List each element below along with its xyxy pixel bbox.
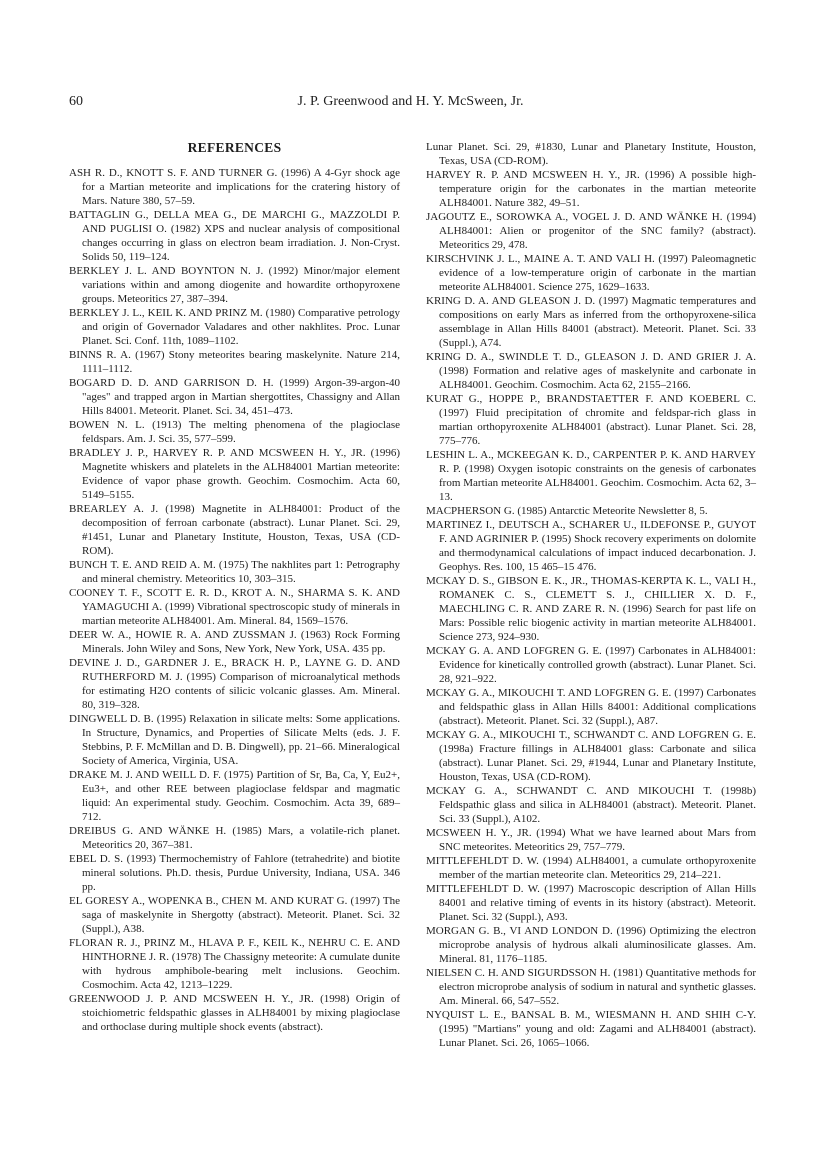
reference-entry: DEVINE J. D., GARDNER J. E., BRACK H. P., LAYNE G. D. AND RUTHERFORD M. J. (1995) Comparison of microanalytical methods for estimating H2O contents of silicic volcanic glasses. Am. Mineral. 80, 319–328. bbox=[69, 657, 400, 711]
references-heading: REFERENCES bbox=[187, 140, 282, 155]
reference-entry: MITTLEFEHLDT D. W. (1994) ALH84001, a cumulate orthopyroxenite member of the martian meteorite clan. Meteoritics 29, 214–221. bbox=[426, 855, 756, 881]
references-column-left bbox=[69, 166, 400, 1034]
reference-entry: GREENWOOD J. P. AND MCSWEEN H. Y., JR. (1998) Origin of stoichiometric feldspathic glasses in ALH84001 by mixing plagioclase and orthoclase during multiple shock events (abstract). bbox=[69, 993, 400, 1033]
page-number: 60 bbox=[69, 94, 83, 109]
reference-entry: BINNS R. A. (1967) Stony meteorites bearing maskelynite. Nature 214, 1111–1112. bbox=[69, 349, 400, 375]
reference-entry: ASH R. D., KNOTT S. F. AND TURNER G. (1996) A 4-Gyr shock age for a Martian meteorite and implications for the cratering history of Mars. Nature 380, 57–59. bbox=[69, 167, 400, 207]
reference-entry: BREARLEY A. J. (1998) Magnetite in ALH84001: Product of the decomposition of ferroan carbonate (abstract). Lunar Planet. Sci. 29, #1451, Lunar and Planetary Institute, Houston, Texas, USA (CD-ROM). bbox=[69, 503, 400, 557]
reference-entry: BOGARD D. D. AND GARRISON D. H. (1999) Argon-39-argon-40 "ages" and trapped argon in Martian shergottites, Chassigny and Allan Hills 84001. Meteorit. Planet. Sci. 34, 451–473. bbox=[69, 377, 400, 417]
reference-entry: NIELSEN C. H. AND SIGURDSSON H. (1981) Quantitative methods for electron microprobe analysis of sodium in natural and synthetic glasses. Am. Mineral. 66, 547–552. bbox=[426, 967, 756, 1007]
reference-entry: BOWEN N. L. (1913) The melting phenomena of the plagioclase feldspars. Am. J. Sci. 35, 577–599. bbox=[69, 419, 400, 445]
reference-entry: DREIBUS G. AND WÄNKE H. (1985) Mars, a volatile-rich planet. Meteoritics 20, 367–381. bbox=[69, 825, 400, 851]
reference-entry: KRING D. A., SWINDLE T. D., GLEASON J. D. AND GRIER J. A. (1998) Formation and relative ages of maskelynite and carbonate in ALH84001. Geochim. Cosmochim. Acta 62, 2155–2166. bbox=[426, 351, 756, 391]
reference-entry: MCKAY G. A., SCHWANDT C. AND MIKOUCHI T. (1998b) Feldspathic glass and silica in ALH84001 (abstract). Meteorit. Planet. Sci. 33 (Suppl.), A102. bbox=[426, 785, 756, 825]
reference-entry: BERKLEY J. L., KEIL K. AND PRINZ M. (1980) Comparative petrology and origin of Governador Valadares and other nakhlites. Proc. Lunar Planet. Sci. Conf. 11th, 1089–1102. bbox=[69, 307, 400, 347]
reference-entry: MARTINEZ I., DEUTSCH A., SCHARER U., ILDEFONSE P., GUYOT F. AND AGRINIER P. (1995) Shock recovery experiments on dolomite and thermodynamical calculations of impact induced decarbonation. J. Geophys. Res. 100, 15 465–15 476. bbox=[426, 519, 756, 573]
reference-entry: KURAT G., HOPPE P., BRANDSTAETTER F. AND KOEBERL C. (1997) Fluid precipitation of chromite and feldspar-rich glass in martian orthopyroxenite ALH84001 (abstract). Lunar Planet. Sci. 28, 775–776. bbox=[426, 393, 756, 447]
reference-entry: DEER W. A., HOWIE R. A. AND ZUSSMAN J. (1963) Rock Forming Minerals. John Wiley and Sons, New York, New York, USA. 435 pp. bbox=[69, 629, 400, 655]
reference-entry: MITTLEFEHLDT D. W. (1997) Macroscopic description of Allan Hills 84001 and relative timing of events in its history (abstract). Meteorit. Planet. Sci. 32 (Suppl.), A93. bbox=[426, 883, 756, 923]
references-column-right bbox=[426, 140, 756, 1050]
reference-entry: BERKLEY J. L. AND BOYNTON N. J. (1992) Minor/major element variations within and among diogenite and howardite orthopyroxene groups. Meteoritics 27, 387–394. bbox=[69, 265, 400, 305]
reference-entry: EBEL D. S. (1993) Thermochemistry of Fahlore (tetrahedrite) and biotite mineral solutions. Ph.D. thesis, Purdue University, Indiana, USA. 346 pp. bbox=[69, 853, 400, 893]
reference-entry: BUNCH T. E. AND REID A. M. (1975) The nakhlites part 1: Petrography and mineral chemistry. Meteoritics 10, 303–315. bbox=[69, 559, 400, 585]
reference-entry: MCKAY G. A., MIKOUCHI T. AND LOFGREN G. E. (1997) Carbonates and feldspathic glass in Allan Hills 84001: Additional complications (abstract). Meteorit. Planet. Sci. 32 (Suppl.), A87. bbox=[426, 687, 756, 727]
reference-entry: BRADLEY J. P., HARVEY R. P. AND MCSWEEN H. Y., JR. (1996) Magnetite whiskers and platelets in the ALH84001 Martian meteorite: Evidence of vapor phase growth. Geochim. Cosmochim. Acta 60, 5149–5155. bbox=[69, 447, 400, 501]
reference-entry: MACPHERSON G. (1985) Antarctic Meteorite Newsletter 8, 5. bbox=[426, 505, 708, 517]
reference-entry: JAGOUTZ E., SOROWKA A., VOGEL J. D. AND WÄNKE H. (1994) ALH84001: Alien or progenitor of the SNC family? (abstract). Meteoritics 29, 478. bbox=[426, 211, 756, 251]
reference-entry: Lunar Planet. Sci. 29, #1830, Lunar and Planetary Institute, Houston, Texas, USA (CD-ROM). bbox=[426, 141, 756, 167]
reference-entry: KIRSCHVINK J. L., MAINE A. T. AND VALI H. (1997) Paleomagnetic evidence of a low-temperature origin of carbonate in the martian meteorite ALH84001. Science 275, 1629–1633. bbox=[426, 253, 756, 293]
reference-entry: MCKAY D. S., GIBSON E. K., JR., THOMAS-KERPTA K. L., VALI H., ROMANEK C. S., CLEMETT S. J., CHILLIER X. D. F., MAECHLING C. R. AND ZARE R. N. (1996) Search for past life on Mars: Possible relic biogenic activity in martian meteorite ALH84001. Science 273, 924–930. bbox=[426, 575, 756, 643]
reference-entry: COONEY T. F., SCOTT E. R. D., KROT A. N., SHARMA S. K. AND YAMAGUCHI A. (1999) Vibrational spectroscopic study of minerals in martian meteorite ALH84001. Am. Mineral. 84, 1569–1576. bbox=[69, 587, 400, 627]
reference-entry: MCKAY G. A., MIKOUCHI T., SCHWANDT C. AND LOFGREN G. E. (1998a) Fracture fillings in ALH84001 glass: Carbonate and silica (abstract). Lunar Planet. Sci. 29, #1944, Lunar and Planetary Institute, Houston, Texas, USA (CD-ROM). bbox=[426, 729, 756, 783]
reference-entry: DINGWELL D. B. (1995) Relaxation in silicate melts: Some applications. In Structure, Dynamics, and Properties of Silicate Melts (eds. J. F. Stebbins, P. F. McMillan and D. B. Dingwell), pp. 21–66. Mineralogical Society of America, Virginia, USA. bbox=[69, 713, 400, 767]
reference-entry: MCSWEEN H. Y., JR. (1994) What we have learned about Mars from SNC meteorites. Meteoritics 29, 757–779. bbox=[426, 827, 756, 853]
reference-entry: MORGAN G. B., VI AND LONDON D. (1996) Optimizing the electron microprobe analysis of hydrous alkali aluminosilicate glasses. Am. Mineral. 81, 1176–1185. bbox=[426, 925, 756, 965]
reference-entry: BATTAGLIN G., DELLA MEA G., DE MARCHI G., MAZZOLDI P. AND PUGLISI O. (1982) XPS and nuclear analysis of compositional changes occurring in glass on electron beam irradiation. J. Non-Cryst. Solids 50, 119–124. bbox=[69, 209, 400, 263]
running-head: J. P. Greenwood and H. Y. McSween, Jr. bbox=[297, 94, 524, 109]
reference-entry: EL GORESY A., WOPENKA B., CHEN M. AND KURAT G. (1997) The saga of maskelynite in Shergotty (abstract). Meteorit. Planet. Sci. 32 (Suppl.), A38. bbox=[69, 895, 400, 935]
reference-entry: HARVEY R. P. AND MCSWEEN H. Y., JR. (1996) A possible high-temperature origin for the carbonates in the martian meteorite ALH84001. Nature 382, 49–51. bbox=[426, 169, 756, 209]
reference-entry: DRAKE M. J. AND WEILL D. F. (1975) Partition of Sr, Ba, Ca, Y, Eu2+, Eu3+, and other REE between plagioclase feldspar and magmatic liquid: An experimental study. Geochim. Cosmochim. Acta 39, 689–712. bbox=[69, 769, 400, 823]
reference-entry: KRING D. A. AND GLEASON J. D. (1997) Magmatic temperatures and compositions on early Mars as inferred from the orthopyroxene-silica assemblage in Allan Hills 84001 (abstract). Meteorit. Planet. Sci. 33 (Suppl.), A74. bbox=[426, 295, 756, 349]
reference-entry: FLORAN R. J., PRINZ M., HLAVA P. F., KEIL K., NEHRU C. E. AND HINTHORNE J. R. (1978) The Chassigny meteorite: A cumulate dunite with hydrous amphibole-bearing melt inclusions. Geochim. Cosmochim. Acta 42, 1213–1229. bbox=[69, 937, 400, 991]
reference-entry: MCKAY G. A. AND LOFGREN G. E. (1997) Carbonates in ALH84001: Evidence for kinetically controlled growth (abstract). Lunar Planet. Sci. 28, 921–922. bbox=[426, 645, 756, 685]
reference-entry: NYQUIST L. E., BANSAL B. M., WIESMANN H. AND SHIH C-Y. (1995) "Martians" young and old: Zagami and ALH84001 (abstract). Lunar Planet. Sci. 26, 1065–1066. bbox=[426, 1009, 756, 1049]
reference-entry: LESHIN L. A., MCKEEGAN K. D., CARPENTER P. K. AND HARVEY R. P. (1998) Oxygen isotopic constraints on the genesis of carbonates from Martian meteorite ALH84001. Geochim. Cosmochim. Acta 62, 3–13. bbox=[426, 449, 756, 503]
